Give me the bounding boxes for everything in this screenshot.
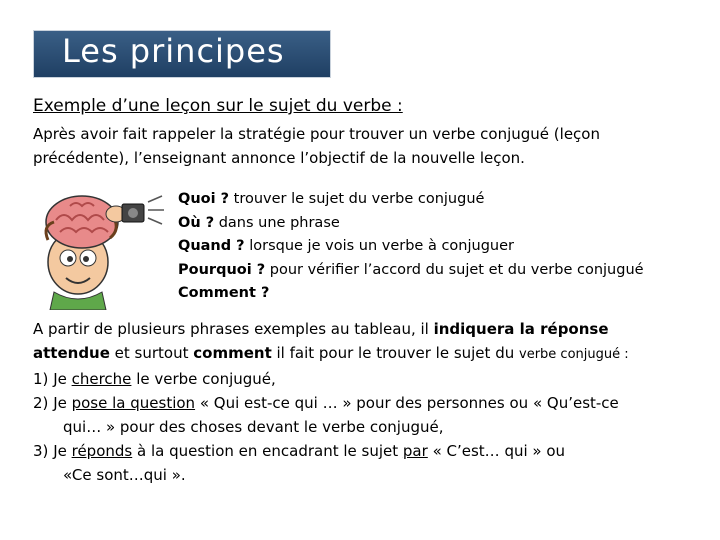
paragraph-line: A partir de plusieurs phrases exemples au tableau, il indiquera la réponse (33, 320, 609, 338)
step-3-continued: «Ce sont…qui ». (63, 466, 186, 484)
lesson-steps (33, 317, 703, 487)
question-row: Comment ? (178, 285, 270, 301)
subtitle: Exemple d’une leçon sur le sujet du verbe : (33, 96, 403, 116)
question-row: Pourquoi ? pour vérifier l’accord du sujet et du verbe conjugué (178, 261, 644, 278)
thinking-boy-illustration (30, 180, 165, 310)
intro-paragraph: Après avoir fait rappeler la stratégie pour trouver un verbe conjugué (leçon précédente), l’enseignant annonce l’objectif de la nouvelle leçon. (33, 125, 600, 167)
step-3: 3) Je réponds à la question en encadrant le sujet par « C’est… qui » ou (33, 442, 566, 460)
question-row: Quand ? lorsque je vois un verbe à conjuguer (178, 238, 514, 254)
paragraph-line: attendue et surtout comment il fait pour le trouver le sujet du verbe conjugué : (33, 344, 629, 362)
question-row: Où ? dans une phrase (178, 214, 340, 231)
step-2-continued: qui… » pour des choses devant le verbe conjugué, (63, 418, 444, 436)
question-list (178, 188, 644, 306)
page-title: Les principes (62, 32, 285, 70)
question-row: Quoi ? trouver le sujet du verbe conjugué (178, 191, 485, 207)
step-2: 2) Je pose la question « Qui est-ce qui … » pour des personnes ou « Qu’est-ce (33, 394, 619, 412)
step-1: 1) Je cherche le verbe conjugué, (33, 370, 276, 388)
